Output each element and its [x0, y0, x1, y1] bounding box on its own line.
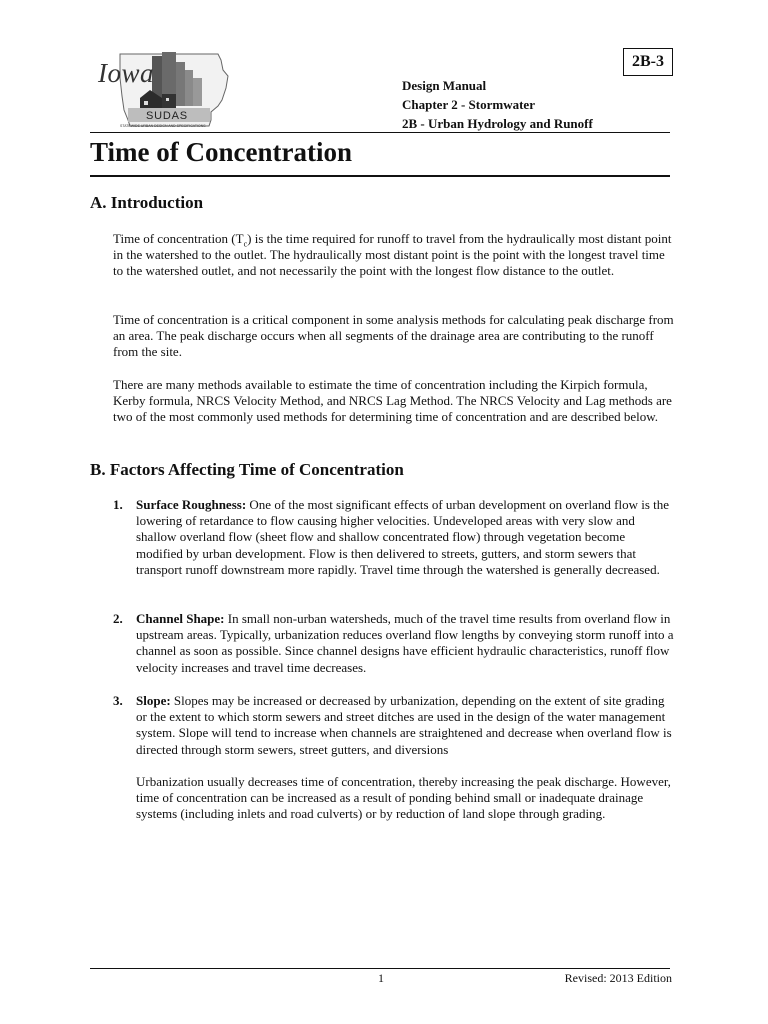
title-rule — [90, 175, 670, 177]
list-item-text: In small non-urban watersheds, much of the travel time results from overland flow in upstream areas. Typically, urbanization reduces overland flow lengths by conveying storm runoff into a channel as soon as possible. Since channel designs have efficient hydraulic characteristics, runoff flow velocity increases and travel time decreases. — [136, 611, 674, 675]
list-item-label: Slope: — [136, 693, 171, 708]
intro-p1-end: ) is the time required for runoff to travel from the hydraulically most distant point in the watershed to the outlet. The hydraulically most distant point is the point with the longest travel time to the watershed outlet, and not necessarily the point with the longest flow distance to the outlet. — [113, 231, 672, 279]
section-badge: 2B-3 — [623, 48, 673, 76]
header-chapter: Chapter 2 - Stormwater — [402, 97, 535, 112]
intro-p1-subscript: c — [243, 239, 248, 249]
list-item-number: 3. — [113, 693, 123, 708]
closing-paragraph: Urbanization usually decreases time of concentration, thereby increasing the peak discharge. However, time of concentration can be increased as a result of ponding behind small or inadequate drainage systems (including inlets and road culverts) or by reduction of land slope through grading. — [136, 774, 671, 822]
list-item-label: Surface Roughness: — [136, 497, 247, 512]
list-item-text: Slopes may be increased or decreased by urbanization, depending on the extent of site grading or the extent to which storm sewers and street ditches are used in the design of the water management system. Slope will tend to increase when channels are straightened and decrease when overland flow is directed through storm sewers, street gutters, and diversions — [136, 693, 672, 757]
section-b-heading: B. Factors Affecting Time of Concentration — [90, 460, 404, 479]
list-item-label: Channel Shape: — [136, 611, 225, 626]
logo-tagline: STATEWIDE URBAN DESIGN AND SPECIFICATIONS — [120, 124, 206, 128]
intro-paragraph-1 — [113, 231, 675, 280]
header-manual: Design Manual — [402, 78, 487, 93]
header-rule — [90, 132, 670, 133]
list-item-text: One of the most significant effects of urban development on overland flow is the lowering of retardance to flow causing higher velocities. Undeveloped areas with very slow and shallow overland flow (sheet flow and shallow concentrated flow) through vegetation become modified by urban development. Flow is then delivered to streets, gutters, and storm sewers that transport runoff downstream more rapidly. Travel time through the watershed is generally decreased. — [136, 497, 670, 577]
list-item — [113, 611, 675, 676]
list-item-number: 1. — [113, 497, 123, 512]
iowa-sudas-logo — [90, 48, 240, 132]
list-item — [113, 693, 675, 758]
section-a-heading: A. Introduction — [90, 193, 204, 212]
header-section: 2B - Urban Hydrology and Runoff — [402, 116, 593, 131]
intro-p1-start: Time of concentration (T — [113, 231, 244, 246]
list-item-number: 2. — [113, 611, 123, 626]
intro-paragraph-3: There are many methods available to estimate the time of concentration including the Kirpich formula, Kerby formula, NRCS Velocity Method, and NRCS Lag Method. The NRCS Velocity and Lag methods are two of the most commonly used methods for determining time of concentration and are described below. — [113, 377, 672, 425]
footer-rule — [90, 968, 670, 969]
list-item — [113, 497, 675, 578]
page-number: 1 — [378, 971, 384, 985]
intro-paragraph-2: Time of concentration is a critical component in some analysis methods for calculating peak discharge from an area. The peak discharge occurs when all segments of the drainage area are contributing to the runoff from the site. — [113, 312, 674, 360]
revision-note: Revised: 2013 Edition — [564, 971, 672, 985]
page-title: Time of Concentration — [90, 137, 352, 167]
logo-iowa-text: Iowa — [98, 58, 154, 88]
logo-sudas-text: SUDAS — [146, 110, 188, 122]
